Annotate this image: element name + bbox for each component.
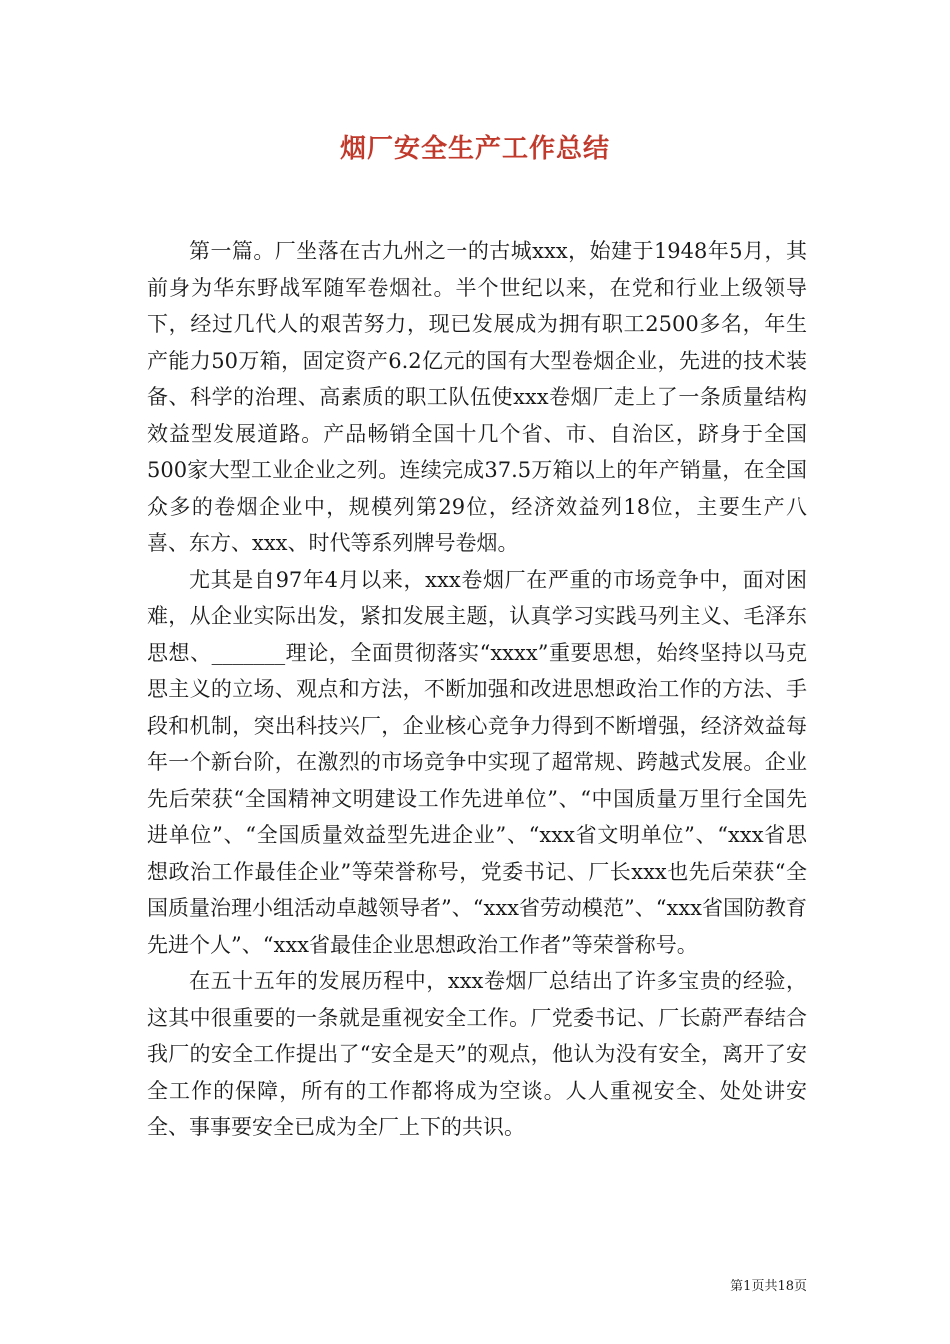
paragraph-2: 尤其是自97年4月以来，xxx卷烟厂在严重的市场竞争中，面对困难，从企业实际出发，紧扣发展主题，认真学习实践马列主义、毛泽东思想、_______理论，全面贯彻落实“xxxx”重要思想，始终坚持以马克思主义的立场、观点和方法，不断加强和改进思想政治工作的方法、手段和机制，突出科技兴厂，企业核心竞争力得到不断增强，经济效益每年一个新台阶，在激烈的市场竞争中实现了超常规、跨越式发展。企业先后荣获“全国精神文明建设工作先进单位”、“中国质量万里行全国先进单位”、“全国质量效益型先进企业”、“xxx省文明单位”、“xxx省思想政治工作最佳企业”等荣誉称号，党委书记、厂长xxx也先后荣获“全国质量治理小组活动卓越领导者”、“xxx省劳动模范”、“xxx省国防教育先进个人”、“xxx省最佳企业思想政治工作者”等荣誉称号。 [147, 567, 808, 957]
document-title: 烟厂安全生产工作总结 [339, 134, 610, 164]
paragraph-1: 第一篇。厂坐落在古九州之一的古城xxx，始建于1948年5月，其前身为华东野战军随军卷烟社。半个世纪以来，在党和行业上级领导下，经过几代人的艰苦努力，现已发展成为拥有职工2500多名，年生产能力50万箱，固定资产6.2亿元的国有大型卷烟企业，先进的技术装备、科学的治理、高素质的职工队伍使xxx卷烟厂走上了一条质量结构效益型发展道路。产品畅销全国十几个省、市、自治区，跻身于全国500家大型工业企业之列。连续完成37.5万箱以上的年产销量，在全国众多的卷烟企业中，规模列第29位，经济效益列18位，主要生产八喜、东方、xxx、时代等系列牌号卷烟。 [147, 239, 807, 555]
document-body [147, 233, 807, 1146]
page-number-footer: 第1页共18页 [730, 1279, 807, 1294]
paragraph-3: 在五十五年的发展历程中，xxx卷烟厂总结出了许多宝贵的经验，这其中很重要的一条就是重视安全工作。厂党委书记、厂长蔚严春结合我厂的安全工作提出了“安全是天”的观点，他认为没有安全，离开了安全工作的保障，所有的工作都将成为空谈。人人重视安全、处处讲安全、事事要安全已成为全厂上下的共识。 [147, 969, 807, 1139]
